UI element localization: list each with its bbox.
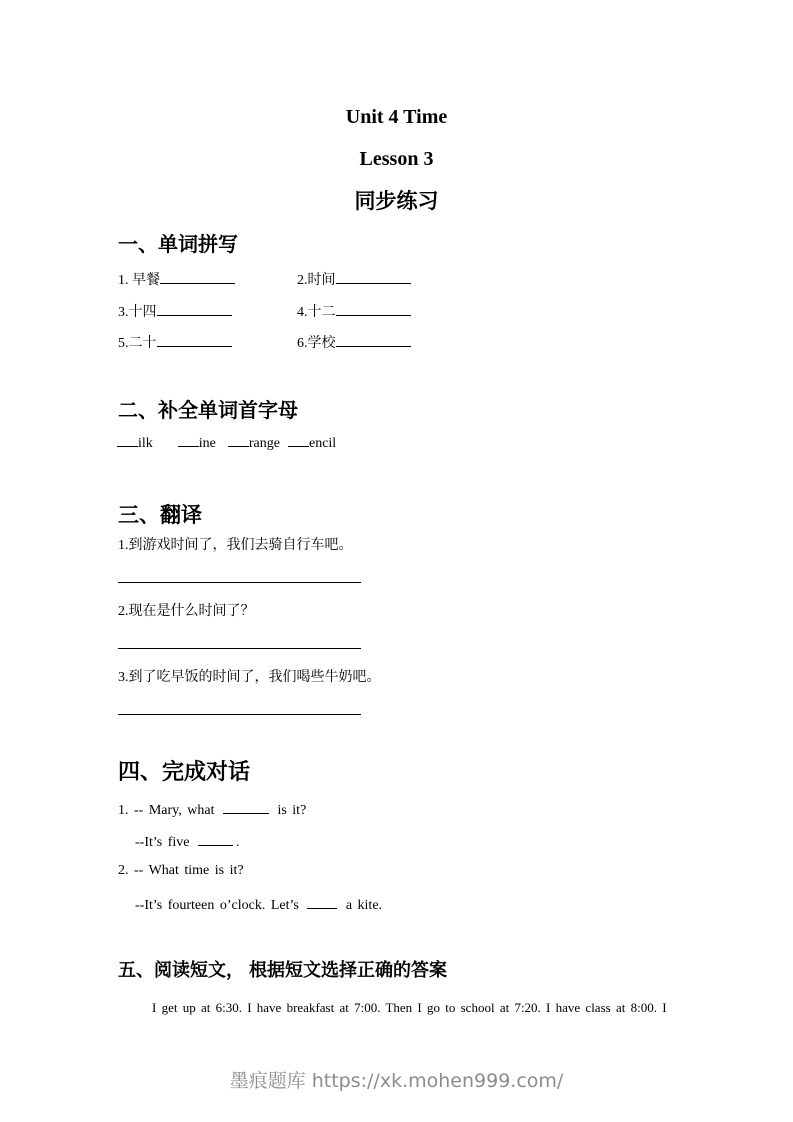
dialogue-line — [118, 832, 382, 864]
translation-answer-line — [118, 622, 361, 649]
answer-line — [160, 269, 235, 284]
letter-item — [228, 436, 280, 451]
translation-answer-line — [118, 688, 361, 715]
translation-answer-line — [118, 556, 361, 583]
letter-word: encil — [308, 436, 337, 451]
translation-item: 1.到游戏时间了，我们去骑自行车吧。 — [118, 538, 353, 553]
letter-blank — [288, 433, 309, 447]
letter-word: ilk — [138, 436, 153, 451]
reading-passage: I get up at 6:30. I have breakfast at 7:00. Then I go to school at 7:20. I have class at 8:00. I — [152, 1000, 667, 1015]
section-3-heading: 三、翻译 — [118, 504, 202, 527]
word-item — [118, 332, 297, 364]
dialogue-line — [118, 800, 382, 832]
dialogue-blank — [198, 832, 233, 846]
page-title-unit: Unit 4 Time — [345, 106, 448, 128]
answer-line — [157, 301, 232, 316]
page-title-lesson: Lesson 3 — [359, 148, 434, 170]
section-4-heading: 四、完成对话 — [118, 759, 251, 784]
translation-item: 3.到了吃早饭的时间了，我们喝些牛奶吧。 — [118, 670, 381, 685]
word-item-label: 6.学校 — [297, 336, 336, 352]
section-2-heading: 二、补全单词首字母 — [118, 400, 298, 422]
dialogue-text: --It’s fourteen o’clock. Let’s — [135, 898, 305, 914]
page-subtitle: 同步练习 — [354, 190, 439, 213]
dialogue-line — [118, 895, 382, 927]
letter-word: ine — [198, 436, 216, 451]
dialogue-list — [118, 800, 382, 927]
letter-blank — [228, 433, 249, 447]
translation-item: 2.现在是什么时间了？ — [118, 604, 255, 619]
dialogue-line — [118, 863, 382, 895]
translation-list — [118, 536, 381, 734]
dialogue-text: . — [235, 834, 240, 850]
dialogue-text: --It’s five — [135, 834, 195, 850]
answer-line — [336, 269, 411, 284]
word-item — [118, 269, 297, 301]
dialogue-text: is it? — [271, 803, 307, 818]
letter-word: range — [248, 436, 280, 451]
dialogue-text: 2. -- What time is it? — [118, 863, 244, 879]
word-item — [297, 269, 411, 301]
letter-item — [178, 436, 216, 451]
word-item-label: 1. 早餐 — [118, 273, 160, 288]
first-letter-row — [117, 433, 336, 452]
letter-blank — [178, 433, 199, 447]
dialogue-text: a kite. — [340, 898, 383, 914]
dialogue-blank — [307, 895, 337, 909]
letter-blank — [117, 433, 138, 447]
word-item-label: 2.时间 — [297, 273, 336, 288]
word-item — [118, 301, 297, 333]
word-item-label: 3.十四 — [118, 304, 157, 320]
answer-line — [336, 301, 411, 316]
word-item — [297, 301, 411, 333]
answer-line — [157, 332, 232, 347]
word-spelling-grid — [118, 269, 411, 364]
letter-item — [117, 436, 153, 451]
dialogue-blank — [223, 800, 269, 814]
word-item — [297, 332, 411, 364]
footer-watermark: 墨痕题库 https://xk.mohen999.com/ — [229, 1070, 564, 1092]
letter-item — [288, 436, 336, 451]
section-1-heading: 一、单词拼写 — [118, 234, 238, 256]
answer-line — [336, 332, 411, 347]
dialogue-text: 1. -- Mary, what — [118, 803, 220, 818]
word-item-label: 5.二十 — [118, 336, 157, 352]
section-5-heading: 五、阅读短文， 根据短文选择正确的答案 — [118, 960, 447, 980]
word-item-label: 4.十二 — [297, 304, 336, 320]
